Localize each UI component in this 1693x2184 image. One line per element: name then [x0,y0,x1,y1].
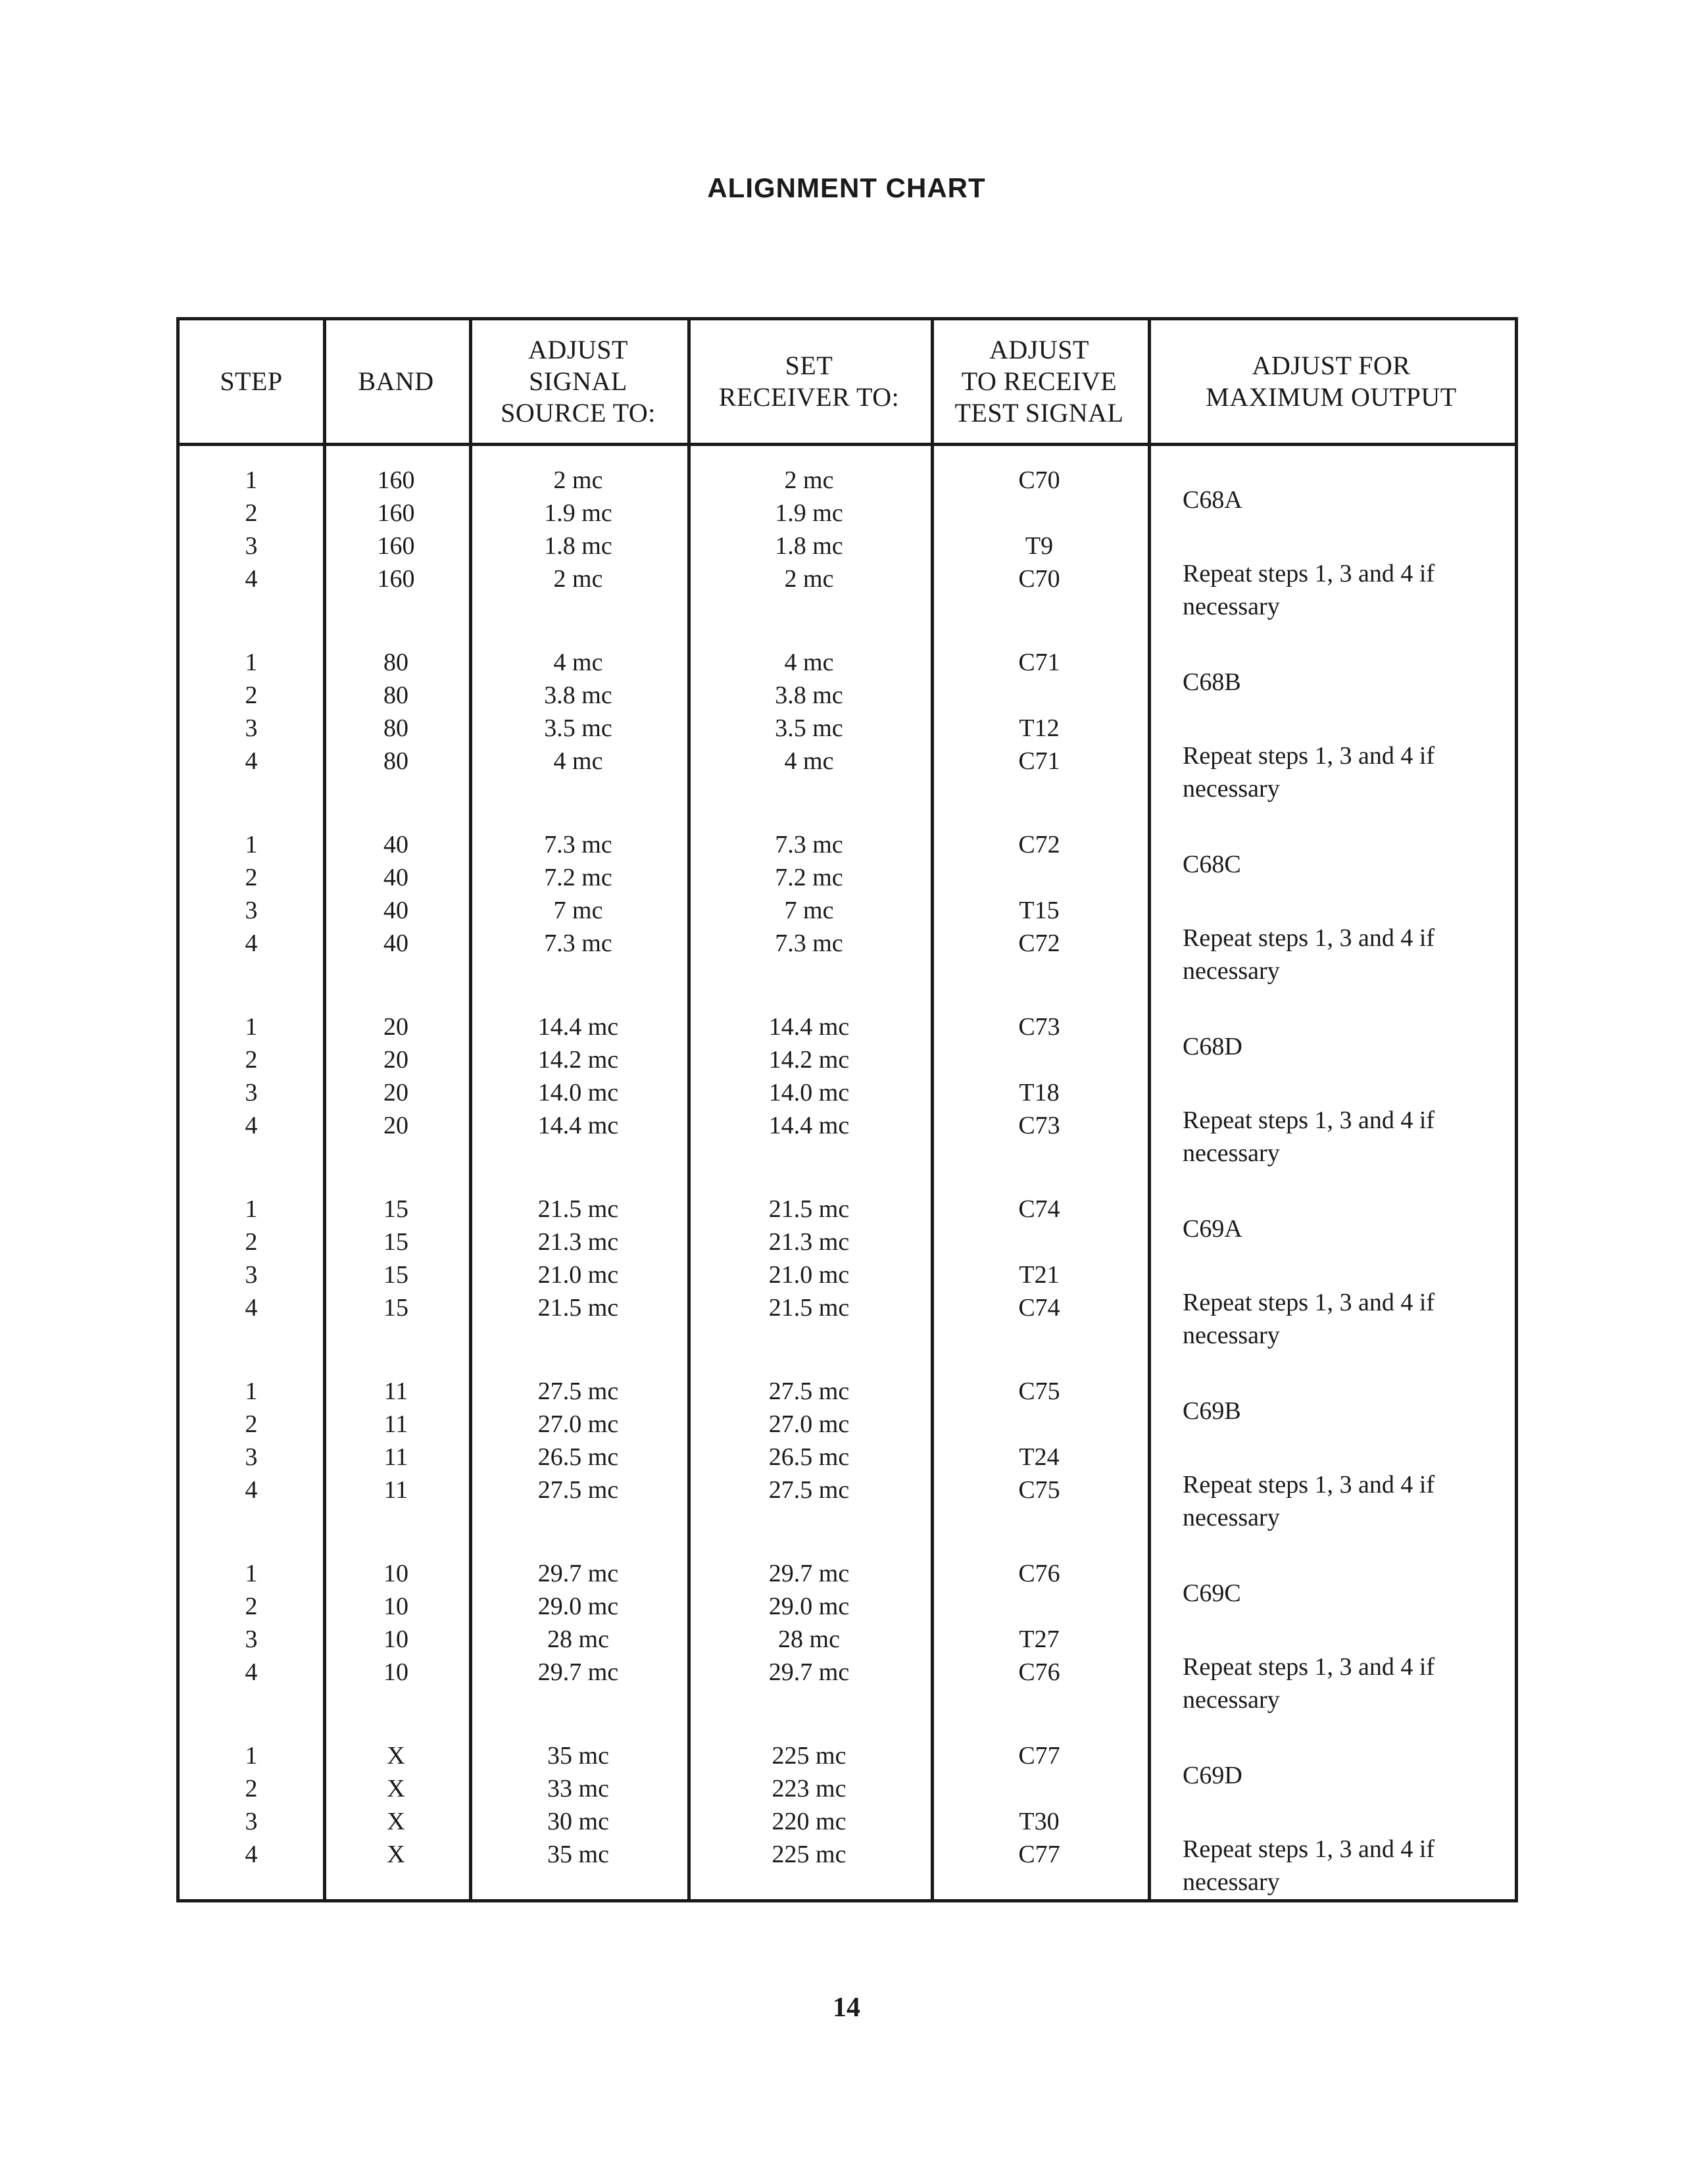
signal-source-cell: 29.7 mc [537,1560,619,1587]
table-row [180,1193,1515,1226]
header-set-receiver-label: SET RECEIVER TO: [718,351,900,412]
receiver-cell: 21.3 mc [768,1228,850,1256]
signal-source-cell: 2 mc [553,565,603,593]
test-signal-cell: C77 [1018,1742,1060,1770]
band-cell: 10 [383,1626,408,1653]
receiver-cell: 3.5 mc [775,714,843,742]
test-signal-cell: C70 [1018,565,1060,593]
repeat-note: Repeat steps 1, 3 and 4 if necessary [1183,924,1435,985]
header-test-signal-label: ADJUST TO RECEIVE TEST SIGNAL [954,335,1124,428]
max-output-adjustment: C69D [1183,1762,1242,1789]
test-signal-cell [931,861,1148,894]
signal-source-cell: 2 mc [553,466,603,494]
table-row [180,1010,1515,1043]
band-cell: 15 [383,1261,408,1289]
test-signal-cell [931,1772,1148,1805]
step-cell: 3 [245,714,258,742]
repeat-note: Repeat steps 1, 3 and 4 if necessary [1183,1106,1435,1167]
header-max-output-label: ADJUST FOR MAXIMUM OUTPUT [1206,351,1457,412]
header-set-receiver [687,320,931,443]
receiver-cell: 7 mc [784,897,834,924]
table-row [180,646,1515,679]
test-signal-cell: C72 [1018,930,1060,957]
header-max-output [1148,320,1515,443]
header-band [323,320,469,443]
max-output-adjustment: C69C [1183,1579,1241,1607]
header-signal-source [469,320,687,443]
step-cell: 4 [245,1658,258,1686]
receiver-cell: 21.5 mc [768,1294,850,1322]
receiver-cell: 29.7 mc [768,1560,850,1587]
step-cell: 1 [245,1742,258,1770]
signal-source-cell: 35 mc [547,1742,609,1770]
signal-source-cell: 1.8 mc [544,532,612,560]
test-signal-cell: T12 [1019,714,1060,742]
signal-source-cell: 27.0 mc [537,1410,619,1438]
signal-source-cell: 26.5 mc [537,1443,619,1471]
band-cell: 80 [383,747,408,775]
step-cell: 2 [245,864,258,891]
repeat-note: Repeat steps 1, 3 and 4 if necessary [1183,560,1435,620]
receiver-cell: 225 mc [772,1841,846,1868]
test-signal-cell [931,1226,1148,1258]
signal-source-cell: 35 mc [547,1841,609,1868]
max-output-adjustment: C68A [1183,486,1242,514]
receiver-cell: 1.9 mc [775,499,843,527]
table-row [180,1557,1515,1590]
repeat-note: Repeat steps 1, 3 and 4 if necessary [1183,1471,1435,1531]
receiver-cell: 14.0 mc [768,1079,850,1106]
receiver-cell: 27.5 mc [768,1476,850,1504]
receiver-cell: 14.2 mc [768,1046,850,1074]
signal-source-cell: 7.2 mc [544,864,612,891]
table-row [180,464,1515,497]
signal-source-cell: 30 mc [547,1808,609,1835]
signal-source-cell: 1.9 mc [544,499,612,527]
test-signal-cell: T21 [1019,1261,1060,1289]
table-row [180,1590,1515,1623]
receiver-cell: 223 mc [772,1775,846,1802]
receiver-cell: 7.3 mc [775,831,843,858]
step-cell: 2 [245,1410,258,1438]
max-output-adjustment: C68B [1183,668,1241,696]
signal-source-cell: 14.2 mc [537,1046,619,1074]
step-cell: 1 [245,1195,258,1223]
step-cell: 1 [245,1013,258,1041]
receiver-cell: 225 mc [772,1742,846,1770]
band-cell: 160 [377,466,415,494]
step-cell: 3 [245,1808,258,1835]
receiver-cell: 7.3 mc [775,930,843,957]
band-cell: 40 [383,930,408,957]
test-signal-cell: C75 [1018,1476,1060,1504]
table-row [180,1226,1515,1258]
max-output-adjustment: C68C [1183,851,1241,878]
band-cell: 80 [383,649,408,676]
band-cell: 11 [383,1377,408,1405]
test-signal-cell: T24 [1019,1443,1060,1471]
test-signal-cell: C76 [1018,1658,1060,1686]
band-cell: 160 [377,499,415,527]
step-cell: 4 [245,747,258,775]
test-signal-cell: C73 [1018,1013,1060,1041]
receiver-cell: 2 mc [784,565,834,593]
band-cell: X [387,1775,405,1802]
band-cell: 40 [383,831,408,858]
receiver-cell: 1.8 mc [775,532,843,560]
repeat-note: Repeat steps 1, 3 and 4 if necessary [1183,1653,1435,1714]
header-divider [180,443,1515,446]
test-signal-cell [931,497,1148,530]
step-cell: 3 [245,532,258,560]
test-signal-cell: C74 [1018,1294,1060,1322]
receiver-cell: 2 mc [784,466,834,494]
signal-source-cell: 3.8 mc [544,682,612,709]
step-cell: 1 [245,831,258,858]
signal-source-cell: 33 mc [547,1775,609,1802]
step-cell: 4 [245,565,258,593]
receiver-cell: 21.5 mc [768,1195,850,1223]
receiver-cell: 14.4 mc [768,1013,850,1041]
band-cell: 80 [383,682,408,709]
header-test-signal [931,320,1148,443]
band-cell: 160 [377,532,415,560]
step-cell: 3 [245,1626,258,1653]
alignment-table [176,317,1518,1902]
step-cell: 1 [245,1377,258,1405]
band-cell: 20 [383,1112,408,1139]
test-signal-cell: C70 [1018,466,1060,494]
step-cell: 2 [245,1593,258,1620]
repeat-note: Repeat steps 1, 3 and 4 if necessary [1183,1289,1435,1349]
receiver-cell: 3.8 mc [775,682,843,709]
receiver-cell: 14.4 mc [768,1112,850,1139]
test-signal-cell: C71 [1018,649,1060,676]
signal-source-cell: 21.5 mc [537,1195,619,1223]
receiver-cell: 4 mc [784,747,834,775]
band-cell: 15 [383,1228,408,1256]
band-cell: 40 [383,897,408,924]
test-signal-cell: T18 [1019,1079,1060,1106]
table-row [180,1043,1515,1076]
test-signal-cell [931,679,1148,712]
step-cell: 4 [245,1476,258,1504]
band-cell: 11 [383,1410,408,1438]
band-cell: 11 [383,1476,408,1504]
page-title: ALIGNMENT CHART [707,172,986,203]
test-signal-cell: C72 [1018,831,1060,858]
table-row [180,861,1515,894]
band-cell: X [387,1841,405,1868]
receiver-cell: 29.7 mc [768,1658,850,1686]
signal-source-cell: 7 mc [553,897,603,924]
receiver-cell: 27.5 mc [768,1377,850,1405]
step-cell: 1 [245,466,258,494]
test-signal-cell: C76 [1018,1560,1060,1587]
step-cell: 3 [245,1079,258,1106]
header-signal-source-label: ADJUST SIGNAL SOURCE TO: [501,335,656,428]
band-cell: 10 [383,1560,408,1587]
step-cell: 2 [245,1775,258,1802]
step-cell: 3 [245,897,258,924]
signal-source-cell: 4 mc [553,747,603,775]
test-signal-cell: T30 [1019,1808,1060,1835]
band-cell: 40 [383,864,408,891]
band-cell: 80 [383,714,408,742]
step-cell: 4 [245,1841,258,1868]
signal-source-cell: 7.3 mc [544,930,612,957]
signal-source-cell: 21.5 mc [537,1294,619,1322]
test-signal-cell: C73 [1018,1112,1060,1139]
band-cell: 11 [383,1443,408,1471]
table-row [180,497,1515,530]
step-cell: 2 [245,1046,258,1074]
test-signal-cell [931,1408,1148,1441]
receiver-cell: 4 mc [784,649,834,676]
table-row [180,1375,1515,1408]
test-signal-cell [931,1590,1148,1623]
table-row [180,1739,1515,1772]
band-cell: X [387,1742,405,1770]
signal-source-cell: 14.4 mc [537,1013,619,1041]
signal-source-cell: 29.7 mc [537,1658,619,1686]
band-cell: X [387,1808,405,1835]
receiver-cell: 26.5 mc [768,1443,850,1471]
step-cell: 1 [245,1560,258,1587]
table-row [180,679,1515,712]
signal-source-cell: 27.5 mc [537,1476,619,1504]
max-output-adjustment: C69A [1183,1215,1242,1243]
signal-source-cell: 4 mc [553,649,603,676]
header-step-label: STEP [220,366,283,396]
page-number: 14 [833,1993,860,2023]
test-signal-cell: T27 [1019,1626,1060,1653]
signal-source-cell: 21.0 mc [537,1261,619,1289]
step-cell: 2 [245,1228,258,1256]
step-cell: 3 [245,1443,258,1471]
step-cell: 1 [245,649,258,676]
table-row [180,828,1515,861]
band-cell: 10 [383,1593,408,1620]
signal-source-cell: 3.5 mc [544,714,612,742]
repeat-note: Repeat steps 1, 3 and 4 if necessary [1183,742,1435,803]
step-cell: 2 [245,499,258,527]
band-cell: 20 [383,1046,408,1074]
max-output-adjustment: C69B [1183,1397,1241,1425]
max-output-adjustment: C68D [1183,1033,1242,1060]
test-signal-cell [931,1043,1148,1076]
test-signal-cell: C74 [1018,1195,1060,1223]
test-signal-cell: C71 [1018,747,1060,775]
test-signal-cell: C77 [1018,1841,1060,1868]
signal-source-cell: 14.4 mc [537,1112,619,1139]
signal-source-cell: 29.0 mc [537,1593,619,1620]
step-cell: 4 [245,930,258,957]
table-row [180,1772,1515,1805]
band-cell: 20 [383,1013,408,1041]
signal-source-cell: 7.3 mc [544,831,612,858]
step-cell: 4 [245,1112,258,1139]
table-row [180,1408,1515,1441]
band-cell: 15 [383,1195,408,1223]
receiver-cell: 7.2 mc [775,864,843,891]
receiver-cell: 28 mc [778,1626,840,1653]
band-cell: 10 [383,1658,408,1686]
step-cell: 4 [245,1294,258,1322]
step-cell: 2 [245,682,258,709]
header-step [180,320,323,443]
step-cell: 3 [245,1261,258,1289]
signal-source-cell: 14.0 mc [537,1079,619,1106]
band-cell: 15 [383,1294,408,1322]
band-cell: 20 [383,1079,408,1106]
header-band-label: BAND [358,366,434,396]
test-signal-cell: T9 [1025,532,1054,560]
test-signal-cell: C75 [1018,1377,1060,1405]
test-signal-cell: T15 [1019,897,1060,924]
receiver-cell: 27.0 mc [768,1410,850,1438]
band-cell: 160 [377,565,415,593]
receiver-cell: 220 mc [772,1808,846,1835]
receiver-cell: 21.0 mc [768,1261,850,1289]
signal-source-cell: 21.3 mc [537,1228,619,1256]
receiver-cell: 29.0 mc [768,1593,850,1620]
signal-source-cell: 27.5 mc [537,1377,619,1405]
repeat-note: Repeat steps 1, 3 and 4 if necessary [1183,1835,1435,1896]
signal-source-cell: 28 mc [547,1626,609,1653]
